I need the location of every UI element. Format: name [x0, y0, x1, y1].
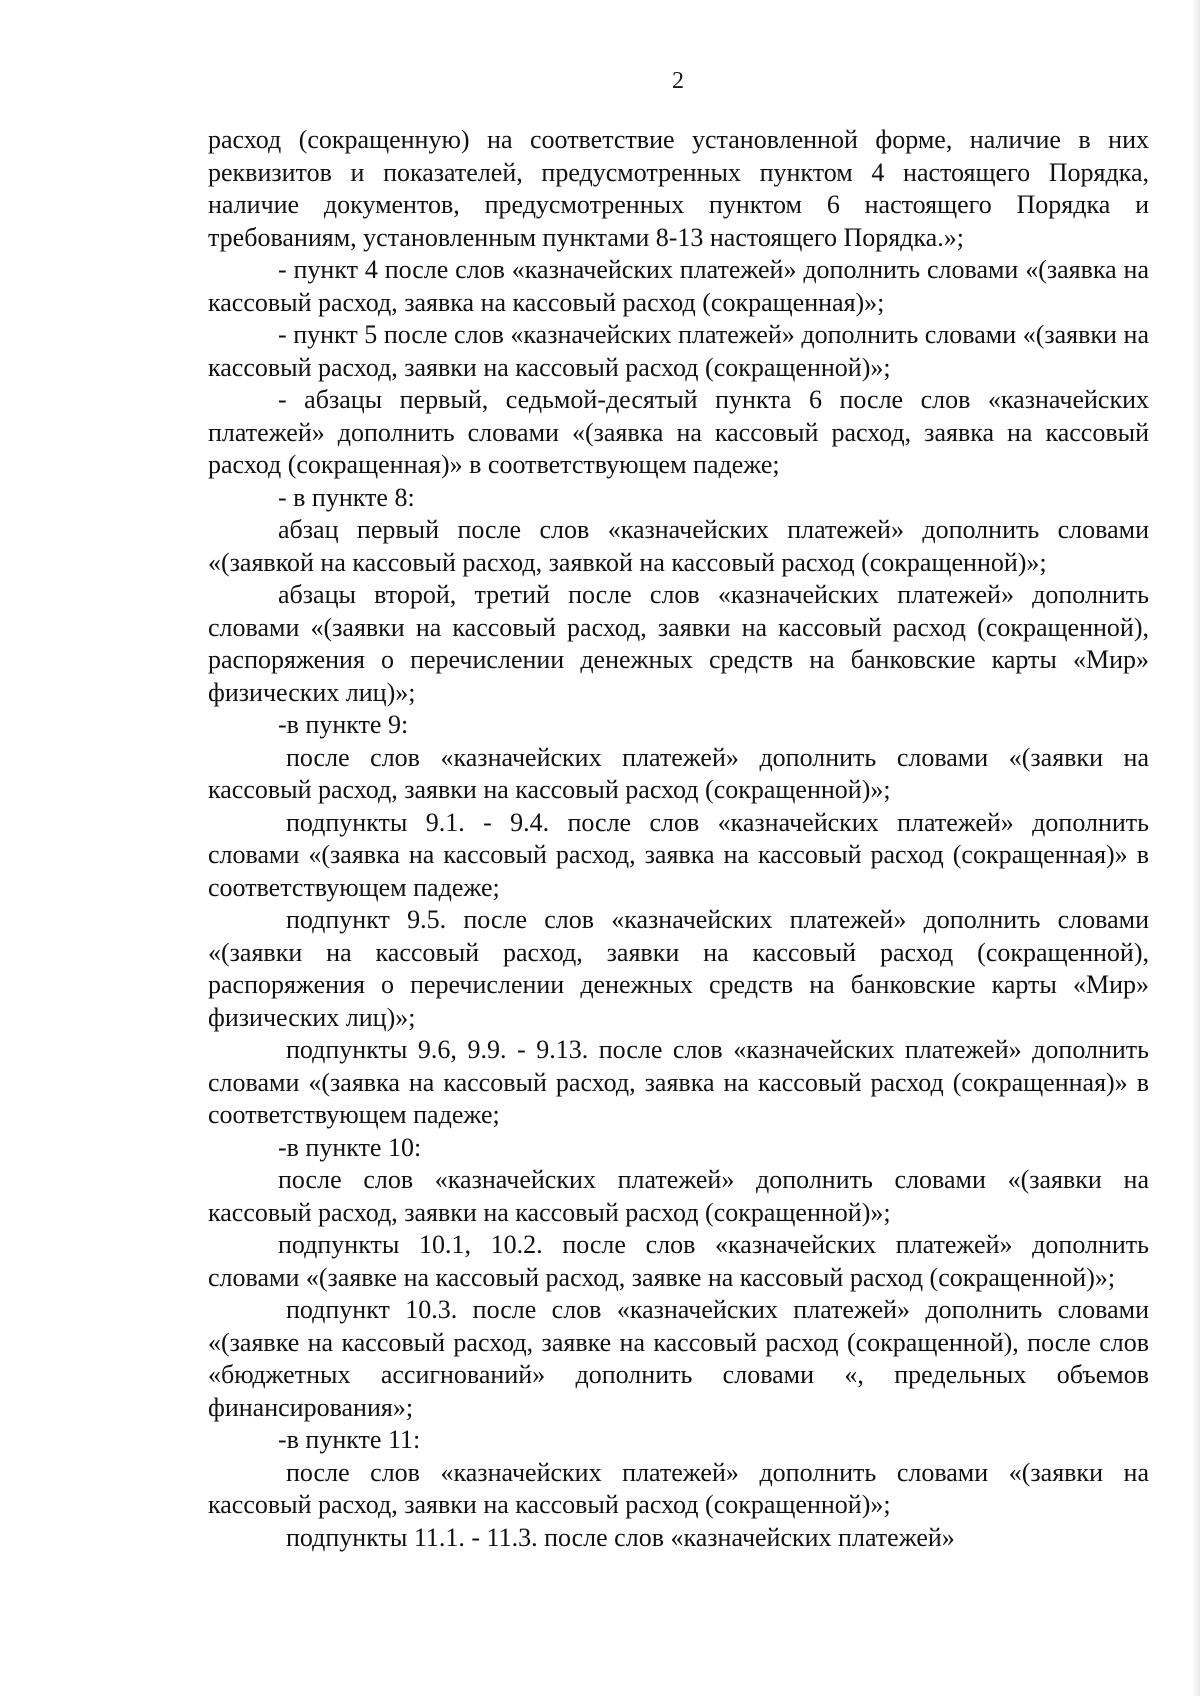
paragraph-punkt-9-5: подпункт 9.5. после слов «казначейских платежей» дополнить словами «(заявки на кассовый расход, заявки на кассовый расход (сокращенной), распоряжения о перечислении денежных средств на банковские карты «Мир» физических лиц)»; — [208, 905, 1149, 1032]
paragraph-item-punkt-4: - пункт 4 после слов «казначейских платежей» дополнить словами «(заявка на кассовый расход, заявка на кассовый расход (сокращенная)»; — [208, 255, 1149, 317]
paragraph-heading-punkt-11: -в пункте 11: — [278, 1425, 421, 1454]
paragraph-heading-punkt-10: -в пункте 10: — [278, 1132, 422, 1162]
paragraph-punkt-11-1-11-3: подпункты 11.1. - 11.3. после слов «казначейских платежей» — [286, 1522, 955, 1552]
paragraph-punkt-9-6-9-13: подпункты 9.6, 9.9. - 9.13. после слов «казначейских платежей» дополнить словами «(заявка на кассовый расход, заявка на кассовый расход (сокращенная)» в соответствующем падеже; — [208, 1035, 1149, 1129]
page-edge-shadow — [1192, 0, 1200, 1696]
paragraph-punkt-10-3: подпункт 10.3. после слов «казначейских платежей» дополнить словами «(заявке на кассовый расход, заявке на кассовый расход (сокращенной), после слов «бюджетных ассигнований» дополнить словами «, предельных объемов финансирования»; — [208, 1295, 1149, 1422]
paragraph-punkt-11-main: после слов «казначейских платежей» дополнить словами «(заявки на кассовый расход, заявки на кассовый расход (сокращенной)»; — [208, 1457, 1149, 1519]
paragraph-item-punkt-5: - пункт 5 после слов «казначейских платежей» дополнить словами «(заявки на кассовый расход, заявки на кассовый расход (сокращенной)»; — [208, 320, 1149, 382]
document-body — [208, 124, 1149, 1554]
paragraph-punkt-8-second-third: абзацы второй, третий после слов «казначейских платежей» дополнить словами «(заявки на кассовый расход, заявки на кассовый расход (сокращенной), распоряжения о перечислении денежных средств на банковские карты «Мир» физических лиц)»; — [208, 580, 1149, 707]
paragraph-punkt-9-1-9-4: подпункты 9.1. - 9.4. после слов «казначейских платежей» дополнить словами «(заявка на кассовый расход, заявка на кассовый расход (сокращенная)» в соответствующем падеже; — [208, 807, 1149, 902]
paragraph-punkt-10-1-10-2: подпункты 10.1, 10.2. после слов «казначейских платежей» дополнить словами «(заявке на кассовый расход, заявке на кассовый расход (сокращенной)»; — [208, 1230, 1149, 1292]
page-number: 2 — [672, 68, 684, 94]
paragraph-punkt-10-main: после слов «казначейских платежей» дополнить словами «(заявки на кассовый расход, заявки на кассовый расход (сокращенной)»; — [208, 1165, 1149, 1227]
paragraph-continuation: расход (сокращенную) на соответствие установленной форме, наличие в них реквизитов и показателей, предусмотренных пунктом 4 настоящего Порядка, наличие документов, предусмотренных пунктом 6 настоящего Порядка и требованиям, установленным пунктами 8-13 настоящего Порядка.»; — [208, 125, 1149, 252]
paragraph-heading-punkt-8: - в пункте 8: — [278, 482, 415, 512]
paragraph-punkt-8-first: абзац первый после слов «казначейских платежей» дополнить словами «(заявкой на кассовый расход, заявкой на кассовый расход (сокращенной)»; — [208, 515, 1149, 577]
paragraph-heading-punkt-9: -в пункте 9: — [278, 710, 409, 739]
paragraph-punkt-9-main: после слов «казначейских платежей» дополнить словами «(заявки на кассовый расход, заявки на кассовый расход (сокращенной)»; — [208, 742, 1149, 804]
paragraph-item-punkt-6: - абзацы первый, седьмой-десятый пункта 6 после слов «казначейских платежей» дополнить словами «(заявка на кассовый расход, заявка на кассовый расход (сокращенная)» в соответствующем падеже; — [208, 385, 1149, 479]
